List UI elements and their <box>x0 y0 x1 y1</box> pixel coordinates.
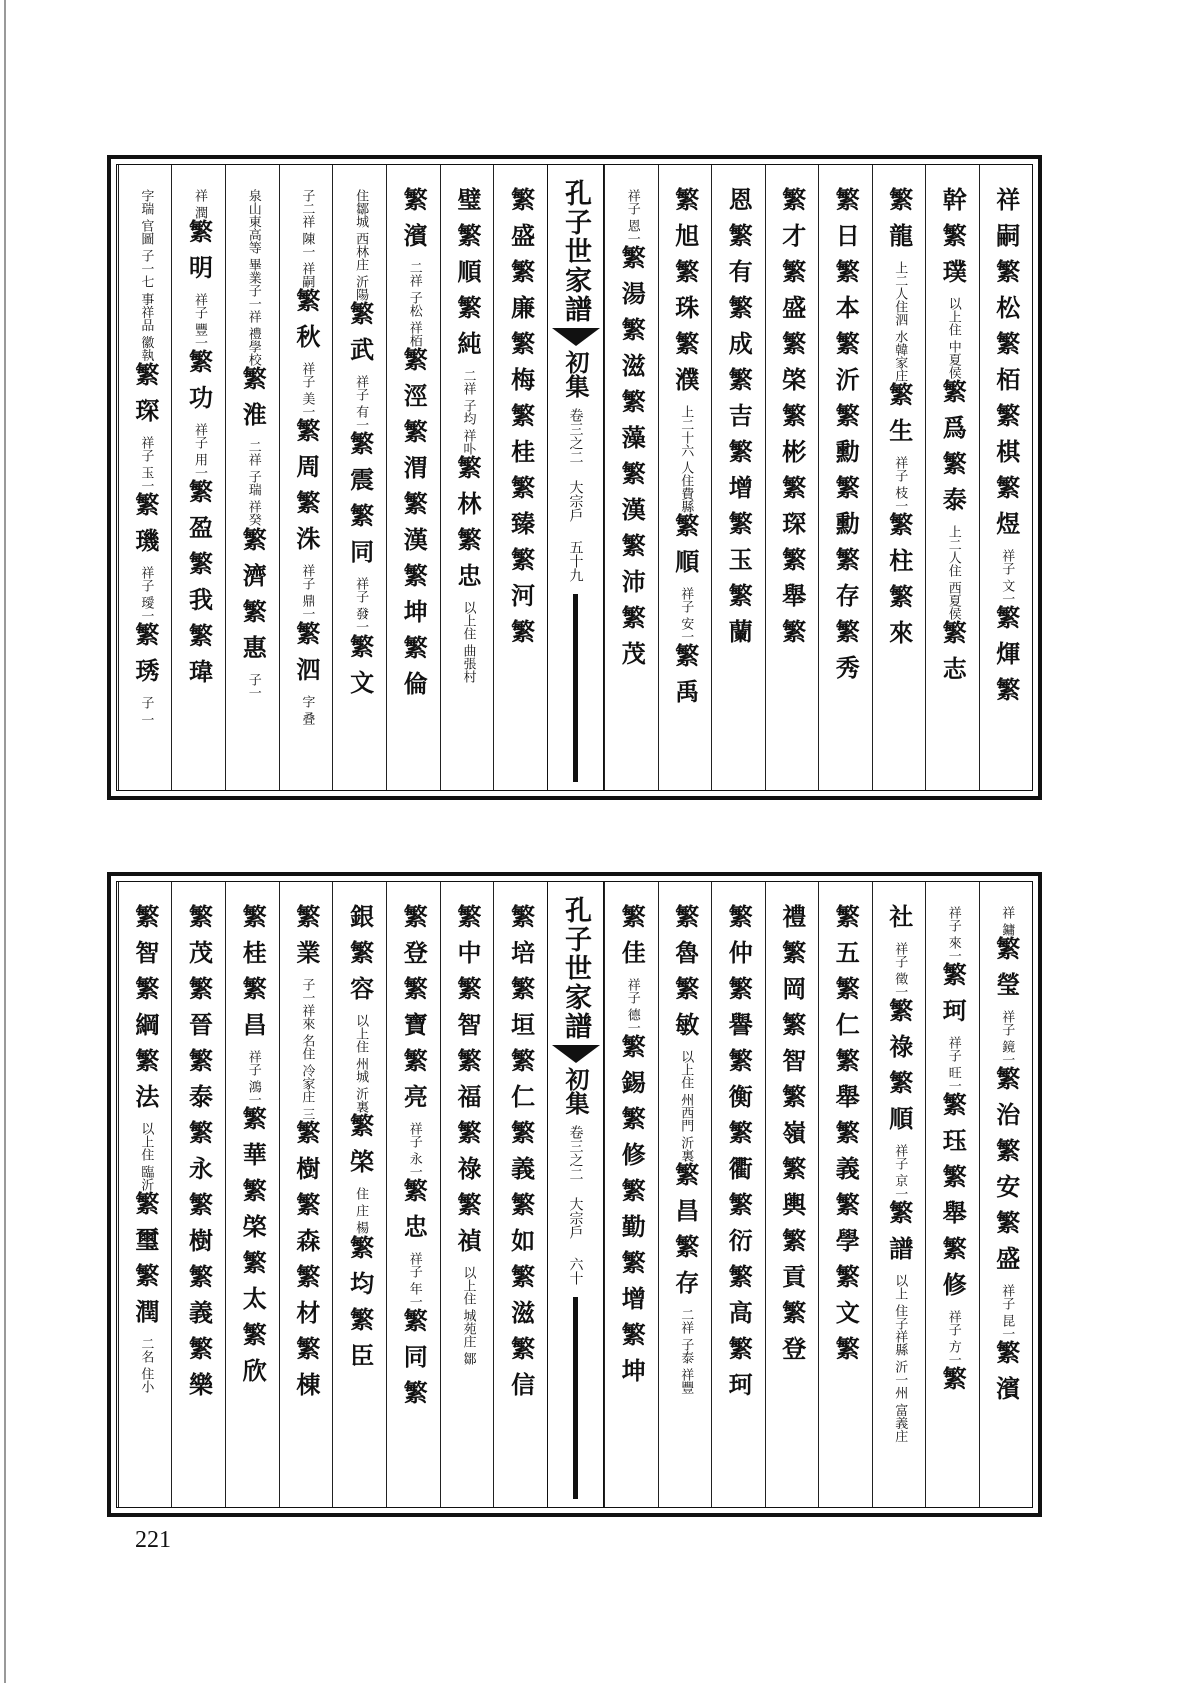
member-annotation: 祥子 來一 <box>945 906 961 963</box>
member-name: 繁仁 <box>831 976 861 1048</box>
genealogy-column <box>493 165 547 790</box>
collection-label: 初集 <box>561 350 590 398</box>
member-annotation: 以上住 臨沂 <box>138 1122 154 1192</box>
member-annotation: 子二祥 陳一 祥嗣 <box>299 189 315 289</box>
member-annotation: 祥子 文一 <box>999 549 1015 606</box>
genealogy-spread-top <box>107 155 1042 800</box>
member-name: 繁濮 <box>670 331 700 403</box>
member-name: 繁漢 <box>617 461 647 534</box>
member-name: 繁滋 <box>617 317 647 390</box>
member-name: 繁義 <box>506 1120 536 1192</box>
member-annotation: 祥子 有一 <box>353 375 369 432</box>
member-annotation: 祥子 安一 <box>678 587 694 644</box>
member-name: 繁旭 <box>670 187 700 259</box>
member-name: 繁嶺 <box>777 1084 807 1156</box>
member-name: 繁純 <box>452 295 482 367</box>
member-annotation: 祥 鏞 <box>999 906 1015 937</box>
member-name: 繁濱 <box>399 187 429 259</box>
member-name: 繁修 <box>938 1236 968 1309</box>
member-annotation: 以上住 中夏侯 <box>945 297 961 380</box>
member-name: 繁登 <box>399 904 429 976</box>
member-annotation: 字 叠 <box>299 694 315 725</box>
member-annotation: 二名 住小 <box>138 1337 154 1394</box>
member-name: 繁秋 <box>291 288 321 361</box>
member-annotation: 祥子 昆一 <box>999 1284 1015 1341</box>
member-name: 繁珠 <box>670 259 700 331</box>
member-name: 繁倫 <box>399 635 429 708</box>
member-name: 繁蘭 <box>724 583 754 655</box>
member-annotation: 以上住 城苑庄 鄒 <box>460 1266 476 1366</box>
member-name: 繁坤 <box>399 563 429 636</box>
member-name: 繁舉 <box>938 1164 968 1237</box>
genealogy-column <box>493 882 547 1507</box>
member-name: 繁舉 <box>777 547 807 619</box>
member-name: 繁濟 <box>238 526 268 599</box>
member-name: 繁棟 <box>291 1336 321 1409</box>
member-name: 繁增 <box>617 1250 647 1323</box>
genealogy-column <box>979 882 1033 1507</box>
member-name: 繁泰 <box>938 451 968 524</box>
member-annotation: 祥子 京一 <box>892 1144 908 1201</box>
genealogy-column <box>765 165 819 790</box>
member-name: 繁業 <box>291 904 321 976</box>
member-name: 繁滋 <box>506 1264 536 1336</box>
member-name: 繁樂 <box>184 1336 214 1408</box>
genealogy-column <box>765 882 819 1507</box>
member-name: 繁培 <box>506 904 536 976</box>
member-name: 繁欣 <box>238 1322 268 1395</box>
leaf-number: 六十 <box>567 1257 584 1285</box>
member-name: 繁栢 <box>991 331 1021 403</box>
genealogy-column <box>925 165 979 790</box>
genealogy-column <box>872 165 926 790</box>
fishtail-mark <box>552 1045 600 1063</box>
genealogy-column <box>979 165 1033 790</box>
member-name: 繁涇 <box>399 347 429 420</box>
member-name: 繁忠 <box>452 527 482 600</box>
member-annotation: 祥子 美一 <box>299 362 315 419</box>
left-half-columns <box>117 882 547 1507</box>
member-name: 繁昌 <box>670 1162 700 1235</box>
left-half-columns <box>117 165 547 790</box>
member-name: 恩 <box>724 187 754 223</box>
member-name: 繁寶 <box>399 976 429 1048</box>
member-name: 繁松 <box>991 259 1021 331</box>
genealogy-column <box>279 882 333 1507</box>
member-name: 繁樹 <box>291 1120 321 1193</box>
member-name: 繁昌 <box>238 976 268 1048</box>
member-name: 繁義 <box>184 1264 214 1336</box>
member-name: 繁信 <box>506 1336 536 1408</box>
member-name: 銀 <box>345 904 375 940</box>
member-name: 繁五 <box>831 904 861 976</box>
member-name: 繁存 <box>670 1234 700 1307</box>
member-name: 繁 <box>506 619 536 655</box>
member-name: 繁 <box>777 619 807 655</box>
member-name: 繁泗 <box>291 620 321 693</box>
member-annotation: 祥子 德一 <box>624 978 640 1035</box>
member-name: 繁福 <box>452 1048 482 1120</box>
member-name: 繁輿 <box>777 1156 807 1228</box>
genealogy-column <box>818 165 872 790</box>
member-name: 繁吉 <box>724 367 754 439</box>
member-name: 繁衢 <box>724 1120 754 1192</box>
member-name: 繁琛 <box>130 361 160 434</box>
member-name: 繁盛 <box>991 1210 1021 1283</box>
member-name: 繁功 <box>184 349 214 422</box>
member-name: 繁 <box>991 677 1021 714</box>
member-name: 繁珂 <box>724 1336 754 1408</box>
member-name: 繁忠 <box>399 1178 429 1251</box>
spread-inner-frame <box>116 881 1033 1508</box>
member-name: 繁增 <box>724 439 754 511</box>
member-name: 繁泰 <box>184 1048 214 1120</box>
member-name: 繁明 <box>184 219 214 292</box>
member-name: 繁盈 <box>184 479 214 552</box>
genealogy-column <box>332 882 386 1507</box>
genealogy-column <box>171 165 225 790</box>
member-name: 繁盛 <box>777 259 807 331</box>
member-name: 繁敏 <box>670 976 700 1048</box>
genealogy-column <box>386 165 440 790</box>
member-name: 繁有 <box>724 223 754 295</box>
member-name: 繁智 <box>130 904 160 976</box>
member-name: 繁林 <box>452 455 482 528</box>
member-annotation: 祥子 璦一 <box>138 565 154 622</box>
genealogy-column <box>440 165 494 790</box>
member-name: 繁文 <box>831 1264 861 1336</box>
member-name: 繁洙 <box>291 490 321 563</box>
member-name: 繁祿 <box>884 998 914 1071</box>
right-half-columns <box>582 882 1032 1507</box>
spine-bar <box>573 594 578 782</box>
spine-bar <box>573 1297 578 1499</box>
member-annotation: 祥子 玉一 <box>138 435 154 492</box>
member-name: 繁淮 <box>238 366 268 439</box>
member-annotation: 子一 <box>245 672 261 699</box>
book-title: 孔子世家譜 <box>560 896 591 1041</box>
member-name: 繁棨 <box>345 1113 375 1186</box>
member-name: 繁秀 <box>831 619 861 691</box>
member-annotation: 祥子 鴻一 <box>245 1050 261 1107</box>
member-name: 繁晉 <box>184 976 214 1048</box>
member-name: 繁順 <box>452 223 482 295</box>
member-name: 繁我 <box>184 551 214 624</box>
member-annotation: 上二人住泗 水韓家庄 <box>892 261 908 383</box>
member-annotation: 祥子 年一 <box>406 1252 422 1309</box>
member-name: 繁永 <box>184 1120 214 1192</box>
member-annotation: 祥子 方一 <box>945 1310 961 1367</box>
member-name: 繁河 <box>506 547 536 619</box>
member-name: 繁玉 <box>724 511 754 583</box>
volume-label: 卷三之二 <box>567 1125 584 1181</box>
member-name: 繁勳 <box>831 403 861 475</box>
member-name: 繁璣 <box>130 491 160 564</box>
member-name: 繁琇 <box>130 621 160 694</box>
member-name: 幹 <box>938 187 968 223</box>
member-name: 繁臣 <box>345 1306 375 1379</box>
member-name: 繁如 <box>506 1192 536 1264</box>
member-name: 繁桂 <box>238 904 268 976</box>
member-annotation: 以上住 曲張村 <box>460 601 476 684</box>
member-name: 繁廉 <box>506 259 536 331</box>
member-annotation: 祥子 恩一 <box>624 189 640 246</box>
member-annotation: 二祥 子泰 祥豐 <box>678 1308 694 1395</box>
genealogy-column <box>604 165 658 790</box>
member-annotation: 祥 潤 <box>192 189 207 220</box>
member-name: 繁志 <box>938 620 968 693</box>
member-name: 繁茂 <box>617 605 647 678</box>
member-name: 繁梅 <box>506 331 536 403</box>
member-name: 社 <box>884 904 914 940</box>
genealogy-column <box>118 165 172 790</box>
member-name: 繁惠 <box>238 598 268 671</box>
member-name: 繁登 <box>777 1300 807 1372</box>
member-name: 繁勤 <box>617 1178 647 1251</box>
member-name: 繁義 <box>831 1120 861 1192</box>
member-name: 繁禹 <box>670 643 700 716</box>
member-name: 繁珏 <box>938 1092 968 1165</box>
member-annotation: 祥子 鼎一 <box>299 564 315 621</box>
genealogy-column <box>658 165 712 790</box>
member-name: 繁錫 <box>617 1034 647 1107</box>
genealogy-column <box>118 882 172 1507</box>
member-name: 繁渭 <box>399 419 429 492</box>
member-annotation: 上二人住 西夏侯 <box>945 525 961 621</box>
member-annotation: 祥子 鏡一 <box>999 1010 1015 1067</box>
member-name: 繁安 <box>991 1138 1021 1211</box>
member-annotation: 以上住 州城 沂裏 <box>353 1014 369 1114</box>
member-name: 繁煇 <box>991 605 1021 678</box>
member-name: 繁學 <box>831 1192 861 1264</box>
volume-label: 卷三之二 <box>567 408 584 464</box>
genealogy-column <box>658 882 712 1507</box>
member-name: 繁文 <box>345 633 375 706</box>
member-name: 繁本 <box>831 259 861 331</box>
member-name: 繁智 <box>777 1012 807 1084</box>
member-name: 繁震 <box>345 431 375 504</box>
member-name: 繁樹 <box>184 1192 214 1264</box>
member-name: 繁仲 <box>724 904 754 976</box>
right-half-columns <box>582 165 1032 790</box>
member-annotation: 祥子 用一 <box>192 423 207 480</box>
member-annotation: 上二十六 人住費縣 <box>678 405 694 514</box>
book-title: 孔子世家譜 <box>560 179 591 324</box>
member-name: 繁棨 <box>777 331 807 403</box>
member-name: 繁 <box>399 1380 429 1417</box>
member-name: 繁周 <box>291 418 321 491</box>
house-label: 大宗戶 <box>567 1197 584 1239</box>
member-annotation: 祥子 枝一 <box>892 456 908 513</box>
genealogy-column <box>711 882 765 1507</box>
fishtail-mark <box>552 328 600 346</box>
member-name: 繁森 <box>291 1192 321 1265</box>
member-name: 繁棨 <box>238 1178 268 1251</box>
member-name: 繁順 <box>884 1070 914 1143</box>
member-name: 繁綱 <box>130 976 160 1048</box>
member-name: 繁中 <box>452 904 482 976</box>
genealogy-column <box>225 165 279 790</box>
member-name: 繁祿 <box>452 1120 482 1192</box>
member-annotation: 以上 住子祥縣 沂一州 富義庄 <box>892 1274 908 1443</box>
collection-label: 初集 <box>561 1067 590 1115</box>
member-annotation: 泉山東高等 畢業子一祥 禮學校 <box>245 189 261 367</box>
member-name: 繁煜 <box>991 475 1021 547</box>
member-name: 繁同 <box>399 1308 429 1381</box>
member-annotation: 住鄒城 西林庄 沂陽 <box>353 189 369 302</box>
member-name: 繁智 <box>452 976 482 1048</box>
member-name: 繁瑋 <box>184 623 214 696</box>
member-name: 繁材 <box>291 1264 321 1337</box>
member-name: 繁治 <box>991 1066 1021 1139</box>
leaf-number: 五十九 <box>567 540 584 582</box>
page-number: 221 <box>135 1527 171 1553</box>
member-name: 繁琛 <box>777 475 807 547</box>
member-name: 繁順 <box>670 513 700 586</box>
member-name: 禮 <box>777 904 807 940</box>
member-annotation: 子一祥來 名住 冷家庄 三 <box>299 978 315 1121</box>
genealogy-spread-bottom <box>107 872 1042 1517</box>
member-annotation: 住 庄 楊 <box>353 1187 369 1235</box>
member-name: 繁同 <box>345 503 375 576</box>
member-name: 繁高 <box>724 1264 754 1336</box>
member-name: 繁譜 <box>884 1200 914 1273</box>
genealogy-column <box>711 165 765 790</box>
member-name: 繁華 <box>238 1106 268 1179</box>
member-name: 繁仁 <box>506 1048 536 1120</box>
genealogy-column <box>332 165 386 790</box>
member-annotation: 二祥 子松 祥栢 <box>406 261 422 348</box>
member-name: 繁茂 <box>184 904 214 976</box>
member-name: 繁魯 <box>670 904 700 976</box>
member-name: 繁生 <box>884 382 914 455</box>
member-name: 繁棋 <box>991 403 1021 475</box>
member-name: 繁才 <box>777 187 807 259</box>
member-name: 繁濱 <box>991 1340 1021 1413</box>
member-name: 繁修 <box>617 1106 647 1179</box>
member-name: 繁法 <box>130 1048 160 1120</box>
member-name: 繁 <box>938 1366 968 1403</box>
member-name: 繁柱 <box>884 512 914 585</box>
member-name: 繁坤 <box>617 1322 647 1395</box>
member-name: 繁漢 <box>399 491 429 564</box>
member-annotation: 祥子 永一 <box>406 1122 422 1179</box>
member-name: 繁來 <box>884 584 914 657</box>
member-name: 繁舉 <box>831 1048 861 1120</box>
member-name: 繁禎 <box>452 1192 482 1264</box>
genealogy-column <box>225 882 279 1507</box>
member-name: 繁存 <box>831 547 861 619</box>
member-name: 祥嗣 <box>991 187 1021 259</box>
house-label: 大宗戶 <box>567 480 584 522</box>
member-annotation: 字瑞 官圖 子一七 事祥品 徽執 <box>138 189 154 362</box>
genealogy-column <box>604 882 658 1507</box>
member-name: 繁沛 <box>617 533 647 606</box>
member-annotation: 二祥 子瑞 祥癸 <box>245 440 261 527</box>
member-name: 繁貢 <box>777 1228 807 1300</box>
member-name: 繁勳 <box>831 475 861 547</box>
member-name: 繁潤 <box>130 1263 160 1336</box>
member-annotation: 祥子 徵一 <box>892 942 908 999</box>
genealogy-column <box>818 882 872 1507</box>
scan-page-edge <box>4 0 6 1683</box>
member-name: 繁衡 <box>724 1048 754 1120</box>
member-name: 繁璽 <box>130 1191 160 1264</box>
member-annotation: 祥子 旺一 <box>945 1036 961 1093</box>
member-name: 繁桂 <box>506 403 536 475</box>
member-name: 繁衍 <box>724 1192 754 1264</box>
center-spine <box>547 882 604 1507</box>
genealogy-column <box>171 882 225 1507</box>
member-name: 繁成 <box>724 295 754 367</box>
member-name: 繁垣 <box>506 976 536 1048</box>
member-name: 繁日 <box>831 187 861 259</box>
genealogy-column <box>440 882 494 1507</box>
member-name: 繁沂 <box>831 331 861 403</box>
member-name: 璧 <box>452 187 482 223</box>
member-name: 繁龍 <box>884 187 914 259</box>
member-annotation: 二祥 子均 祥卟 <box>460 369 476 456</box>
genealogy-column <box>925 882 979 1507</box>
member-name: 繁湯 <box>617 245 647 318</box>
member-name: 繁佳 <box>617 904 647 976</box>
member-name: 繁岡 <box>777 940 807 1012</box>
genealogy-column <box>279 165 333 790</box>
member-name: 繁均 <box>345 1234 375 1307</box>
member-annotation: 以上住 州西門 沂裏 <box>678 1050 694 1163</box>
member-name: 繁藻 <box>617 389 647 462</box>
member-annotation: 祥子 豐一 <box>192 293 207 350</box>
member-name: 繁盛 <box>506 187 536 259</box>
member-name: 繁容 <box>345 940 375 1012</box>
spread-inner-frame <box>116 164 1033 791</box>
member-name: 繁 <box>831 1336 861 1372</box>
genealogy-column <box>386 882 440 1507</box>
member-name: 繁臻 <box>506 475 536 547</box>
member-name: 繁太 <box>238 1250 268 1323</box>
member-name: 繁瑩 <box>991 936 1021 1009</box>
member-name: 繁譽 <box>724 976 754 1048</box>
member-name: 繁珂 <box>938 962 968 1035</box>
member-annotation: 祥子 發一 <box>353 577 369 634</box>
genealogy-column <box>872 882 926 1507</box>
member-name: 繁亮 <box>399 1048 429 1120</box>
member-name: 繁璞 <box>938 223 968 295</box>
member-name: 繁爲 <box>938 379 968 452</box>
center-spine <box>547 165 604 790</box>
member-name: 繁武 <box>345 301 375 374</box>
member-name: 繁彬 <box>777 403 807 475</box>
member-annotation: 子 一 <box>138 695 154 726</box>
